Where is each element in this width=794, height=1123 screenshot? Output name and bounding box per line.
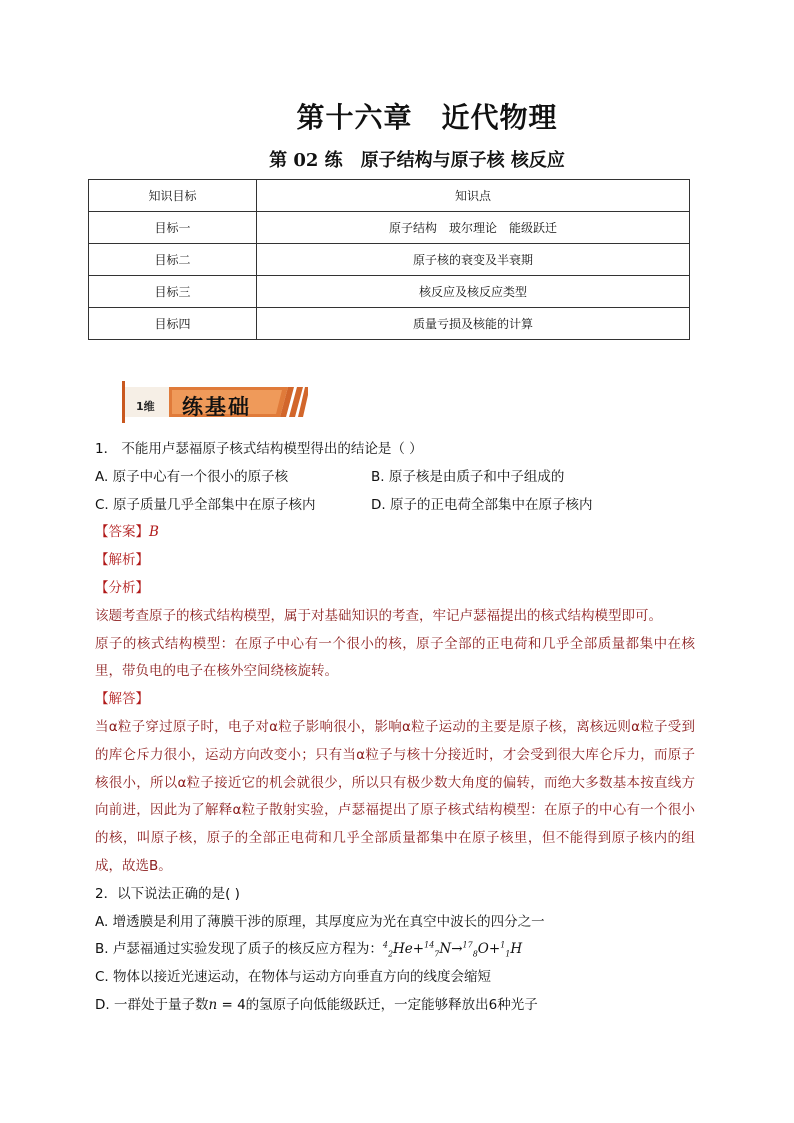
mass-number: 4: [382, 940, 388, 950]
q2-option-c: C. 物体以接近光速运动，在物体与运动方向垂直方向的线度会缩短: [95, 969, 492, 986]
q1-option-a: A. 原子中心有一个很小的原子核: [95, 468, 289, 485]
answer-value: B: [149, 524, 159, 541]
table-row: [89, 276, 690, 308]
table-cell: 目标二: [89, 244, 257, 276]
table-cell: 目标四: [89, 308, 257, 340]
mass-number: 1: [500, 940, 506, 950]
table-cell: 质量亏损及核能的计算: [257, 308, 690, 340]
table-cell: 核反应及核反应类型: [257, 276, 690, 308]
atomic-number: 7: [434, 950, 440, 960]
atomic-number: 8: [472, 950, 478, 960]
jieda-tag: 【解答】: [95, 691, 149, 708]
nuclear-reaction-equation: [382, 940, 523, 960]
table-header-cell: 知识目标: [89, 180, 257, 212]
plus-sign: +: [488, 941, 501, 958]
answer-tag: 【答案】: [95, 524, 149, 541]
badge-number: 1维: [136, 400, 155, 413]
q1-option-d: D. 原子的正电荷全部集中在原子核内: [371, 496, 593, 513]
element-symbol: He: [393, 941, 413, 958]
jieda-text: 当α粒子穿过原子时，电子对α粒子影响很小，影响α粒子运动的主要是原子核，离核远则α粒子受到的库仑斥力很小，运动方向改变小；只有当α粒子与核十分接近时，才会受到很大库仑斥力，而原子核很小，所以α粒子接近它的机会就很少，所以只有极少数大角度的偏转，而绝大多数基本按直线方向前进，因此为了解释α粒子散射实验，卢瑟福提出了原子核式结构模型：在原子的中心有一个很小的核，叫原子核，原子的全部正电荷和几乎全部质量都集中在原子核里，但不能得到原子核内的组成，故选B。: [95, 718, 695, 874]
chapter-title: 第十六章 近代物理: [296, 101, 558, 134]
q1-stem: 1． 不能用卢瑟福原子核式结构模型得出的结论是（ ）: [95, 441, 423, 457]
table-cell: 目标一: [89, 212, 257, 244]
table-header-row: [89, 180, 690, 212]
q1-option-c: C. 原子质量几乎全部集中在原子核内: [95, 496, 316, 513]
q2-option-d-text: D. 一群处于量子数: [95, 996, 209, 1013]
mass-number: 14: [424, 940, 435, 950]
table-cell: 原子结构 玻尔理论 能级跃迁: [257, 212, 690, 244]
q1-option-b: B. 原子核是由质子和中子组成的: [371, 468, 565, 485]
q2-option-d-suffix: 的氢原子向低能级跃迁，一定能够释放出6种光子: [245, 996, 538, 1013]
table-row: [89, 212, 690, 244]
table-row: [89, 308, 690, 340]
knowledge-goals-table: [88, 179, 690, 340]
plus-sign: +: [412, 941, 425, 958]
badge-label: 练基础: [182, 395, 251, 419]
table-cell: 原子核的衰变及半衰期: [257, 244, 690, 276]
fenxi-text-2: 原子的核式结构模型：在原子中心有一个很小的核，原子全部的正电荷和几乎全部质量都集中在核里，带负电的电子在核外空间绕核旋转。: [95, 635, 695, 680]
q2-option-a: A. 增透膜是利用了薄膜干涉的原理，其厚度应为光在真空中波长的四分之一: [95, 913, 545, 930]
section-badge: [122, 381, 308, 423]
atomic-number: 2: [387, 950, 394, 960]
q2-option-b: [95, 936, 695, 964]
mass-number: 17: [462, 940, 473, 950]
exercise-subtitle: 第 02 练 原子结构与原子核 核反应: [269, 150, 565, 171]
element-symbol: H: [510, 941, 523, 958]
q2-option-d: [95, 992, 695, 1020]
table-cell: 目标三: [89, 276, 257, 308]
q1-answer-line: [95, 519, 695, 547]
table-row: [89, 244, 690, 276]
q2-option-b-text: B. 卢瑟福通过实验发现了质子的核反应方程为：: [95, 941, 383, 958]
quantum-number-value: = 4: [217, 996, 246, 1013]
q2-stem: 2．以下说法正确的是( ): [95, 885, 240, 902]
q1-options-row-1: [95, 464, 695, 492]
fenxi-tag: 【分析】: [95, 579, 149, 596]
q1-options-row-2: [95, 492, 695, 520]
table-header-cell: 知识点: [257, 180, 690, 212]
element-symbol: N: [439, 941, 452, 958]
jiexi-tag: 【解析】: [95, 552, 149, 569]
atomic-number: 1: [505, 950, 511, 960]
fenxi-text-1: 该题考查原子的核式结构模型，属于对基础知识的考查，牢记卢瑟福提出的核式结构模型即可。: [95, 607, 662, 624]
element-symbol: O: [477, 941, 489, 958]
quantum-number-var: n: [208, 996, 218, 1013]
question-content: [95, 436, 695, 1020]
arrow-icon: →: [451, 941, 463, 958]
